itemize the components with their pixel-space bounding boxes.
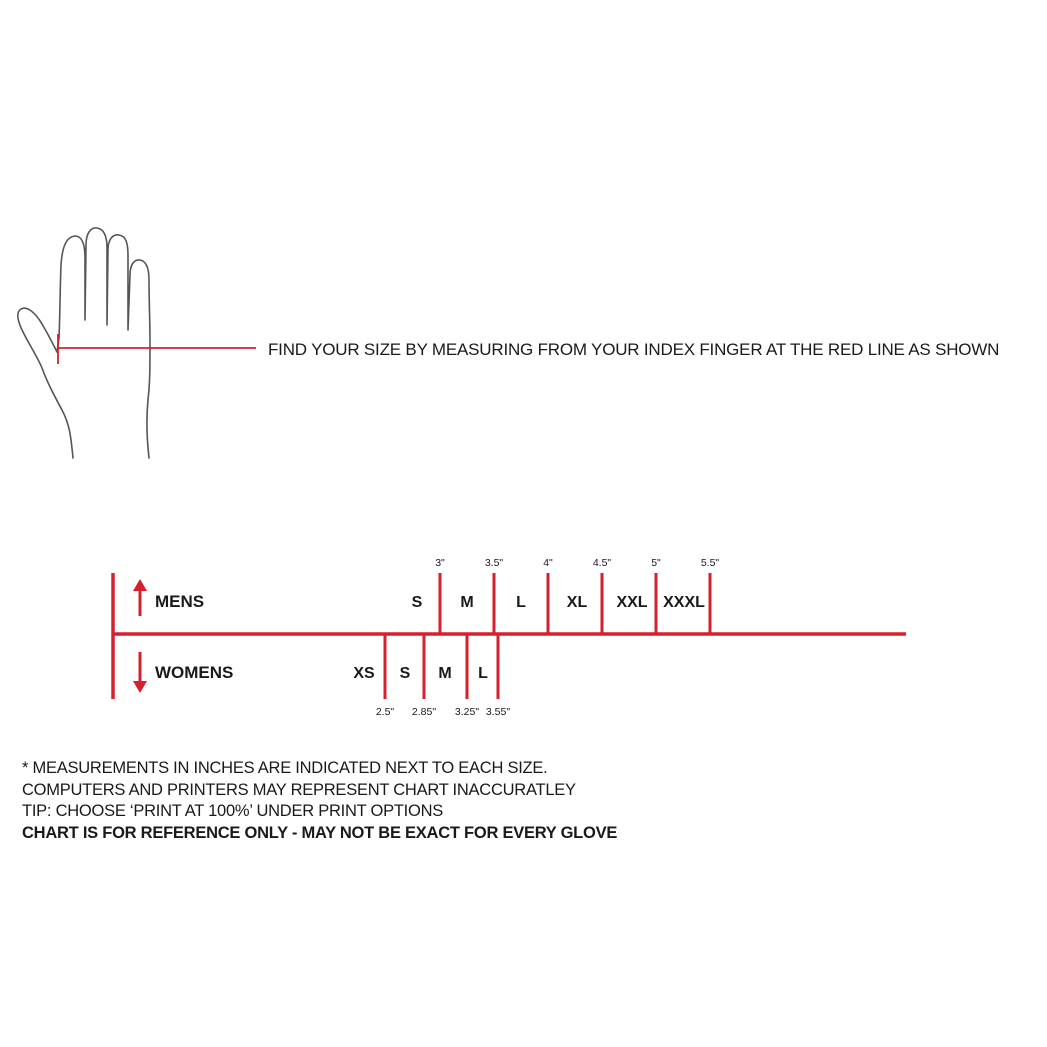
- womens-measurement-label: 2.85": [411, 706, 437, 718]
- arrow-down-icon: [133, 652, 147, 693]
- womens-size-label: XS: [353, 665, 375, 682]
- mens-size-marks: [412, 557, 720, 634]
- womens-measurement-label: 3.55": [485, 706, 511, 718]
- womens-size-label: M: [438, 665, 452, 682]
- hand-outline-icon: [18, 228, 150, 458]
- mens-measurement-label: 5.5": [700, 557, 720, 569]
- mens-measurement-label: 3.5": [484, 557, 504, 569]
- womens-size-marks: [353, 634, 510, 718]
- womens-label: WOMENS: [155, 663, 234, 682]
- womens-size-label: S: [399, 665, 411, 682]
- mens-label: MENS: [155, 592, 205, 611]
- mens-measurement-label: 4": [543, 557, 553, 569]
- mens-size-label: XXXL: [663, 594, 705, 611]
- note-measurements: * MEASUREMENTS IN INCHES ARE INDICATED NEXT TO EACH SIZE.: [22, 759, 548, 777]
- note-printers: COMPUTERS AND PRINTERS MAY REPRESENT CHART INACCURATLEY: [22, 780, 576, 799]
- mens-size-label: XL: [566, 594, 588, 611]
- mens-measurement-label: 3": [435, 557, 445, 569]
- womens-size-label: L: [478, 665, 488, 682]
- mens-size-label: M: [460, 594, 474, 611]
- womens-measurement-label: 2.5": [375, 706, 395, 718]
- arrow-up-icon: [133, 579, 147, 616]
- notes-block: [22, 758, 617, 844]
- mens-measurement-label: 4.5": [592, 557, 612, 569]
- note-tip: TIP: CHOOSE ‘PRINT AT 100%’ UNDER PRINT OPTIONS: [22, 802, 444, 820]
- womens-measurement-label: 3.25": [454, 706, 480, 718]
- instruction-text: FIND YOUR SIZE BY MEASURING FROM YOUR INDEX FINGER AT THE RED LINE AS SHOWN: [268, 340, 1000, 359]
- mens-size-label: L: [516, 594, 526, 611]
- mens-size-label: S: [411, 594, 423, 611]
- mens-size-label: XXL: [616, 594, 648, 611]
- mens-measurement-label: 5": [651, 557, 661, 569]
- note-disclaimer: CHART IS FOR REFERENCE ONLY - MAY NOT BE EXACT FOR EVERY GLOVE: [22, 823, 618, 842]
